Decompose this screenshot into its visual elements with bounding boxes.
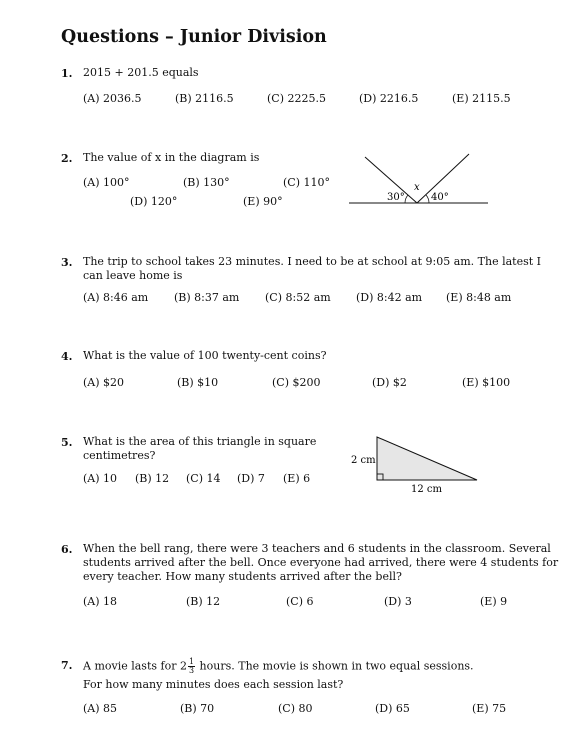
question-number: 4. [61,350,73,363]
question-text: 2015 + 201.5 equals [83,66,199,79]
option-b: (B) 12 [135,472,170,485]
option-a: (A) 100° [83,176,130,189]
fraction-numerator: 1 [188,657,195,666]
question-number: 1. [61,67,73,80]
option-d: (D) 120° [130,195,178,208]
question-text-line-2: students arrived after the bell. Once everyone had arrived, there were 4 students for [83,556,559,569]
question-text-line-1: The trip to school takes 23 minutes. I need to be at school at 9:05 am. The latest I [83,255,542,268]
option-e: (E) 90° [243,195,283,208]
option-b: (B) $10 [177,376,219,389]
option-c: (C) $200 [272,376,321,389]
question-text-line-2: centimetres? [83,449,156,462]
option-a: (A) 8:46 am [83,291,149,304]
question-text-line-1 [83,658,474,675]
question-text-line-3: every teacher. How many students arrived after the bell? [83,570,402,583]
angle-label-right: 40° [431,192,449,203]
option-a: (A) 2036.5 [83,92,142,105]
option-a: (A) $20 [83,376,125,389]
angle-diagram [345,150,495,212]
option-a: (A) 10 [83,472,118,485]
option-c: (C) 8:52 am [265,291,331,304]
angle-label-unknown: x [414,182,420,193]
fraction-denominator: 3 [188,666,195,675]
question-text: The value of x in the diagram is [83,151,260,164]
page-title: Questions – Junior Division [61,27,327,47]
question-text-line-1: When the bell rang, there were 3 teachers and 6 students in the classroom. Several [83,542,551,555]
question-text-line-1: What is the area of this triangle in square [83,435,317,448]
arc-right [426,195,429,203]
question-text-line-2: For how many minutes does each session last? [83,678,344,691]
arc-left [405,195,408,203]
option-e: (E) $100 [462,376,511,389]
question-number: 7. [61,659,73,672]
triangle-diagram [345,430,485,496]
text-after-fraction: hours. The movie is shown in two equal sessions. [196,659,474,673]
option-e: (E) 8:48 am [446,291,512,304]
question-text: What is the value of 100 twenty-cent coins? [83,349,327,362]
mixed-fraction [188,658,195,675]
question-number: 3. [61,256,73,269]
option-b: (B) 8:37 am [174,291,240,304]
option-d: (D) 65 [375,702,410,715]
option-e: (E) 9 [480,595,508,608]
option-d: (D) 3 [384,595,412,608]
option-a: (A) 18 [83,595,118,608]
option-c: (C) 6 [286,595,314,608]
question-number: 5. [61,436,73,449]
option-c: (C) 14 [186,472,221,485]
option-b: (B) 2116.5 [175,92,234,105]
text-before-fraction: A movie lasts for 2 [83,659,187,673]
option-b: (B) 70 [180,702,215,715]
question-number: 6. [61,543,73,556]
option-d: (D) $2 [372,376,407,389]
option-e: (E) 2115.5 [452,92,511,105]
height-label: 2 cm [351,455,376,466]
angle-label-left: 30° [387,192,405,203]
option-d: (D) 7 [237,472,265,485]
option-a: (A) 85 [83,702,118,715]
option-c: (C) 80 [278,702,313,715]
option-e: (E) 75 [472,702,507,715]
option-c: (C) 110° [283,176,330,189]
option-c: (C) 2225.5 [267,92,326,105]
option-e: (E) 6 [283,472,311,485]
question-number: 2. [61,152,73,165]
option-b: (B) 12 [186,595,221,608]
option-d: (D) 8:42 am [356,291,423,304]
option-b: (B) 130° [183,176,230,189]
question-text-line-2: can leave home is [83,269,183,282]
right-triangle [377,437,477,480]
option-d: (D) 2216.5 [359,92,419,105]
base-label: 12 cm [411,484,442,495]
